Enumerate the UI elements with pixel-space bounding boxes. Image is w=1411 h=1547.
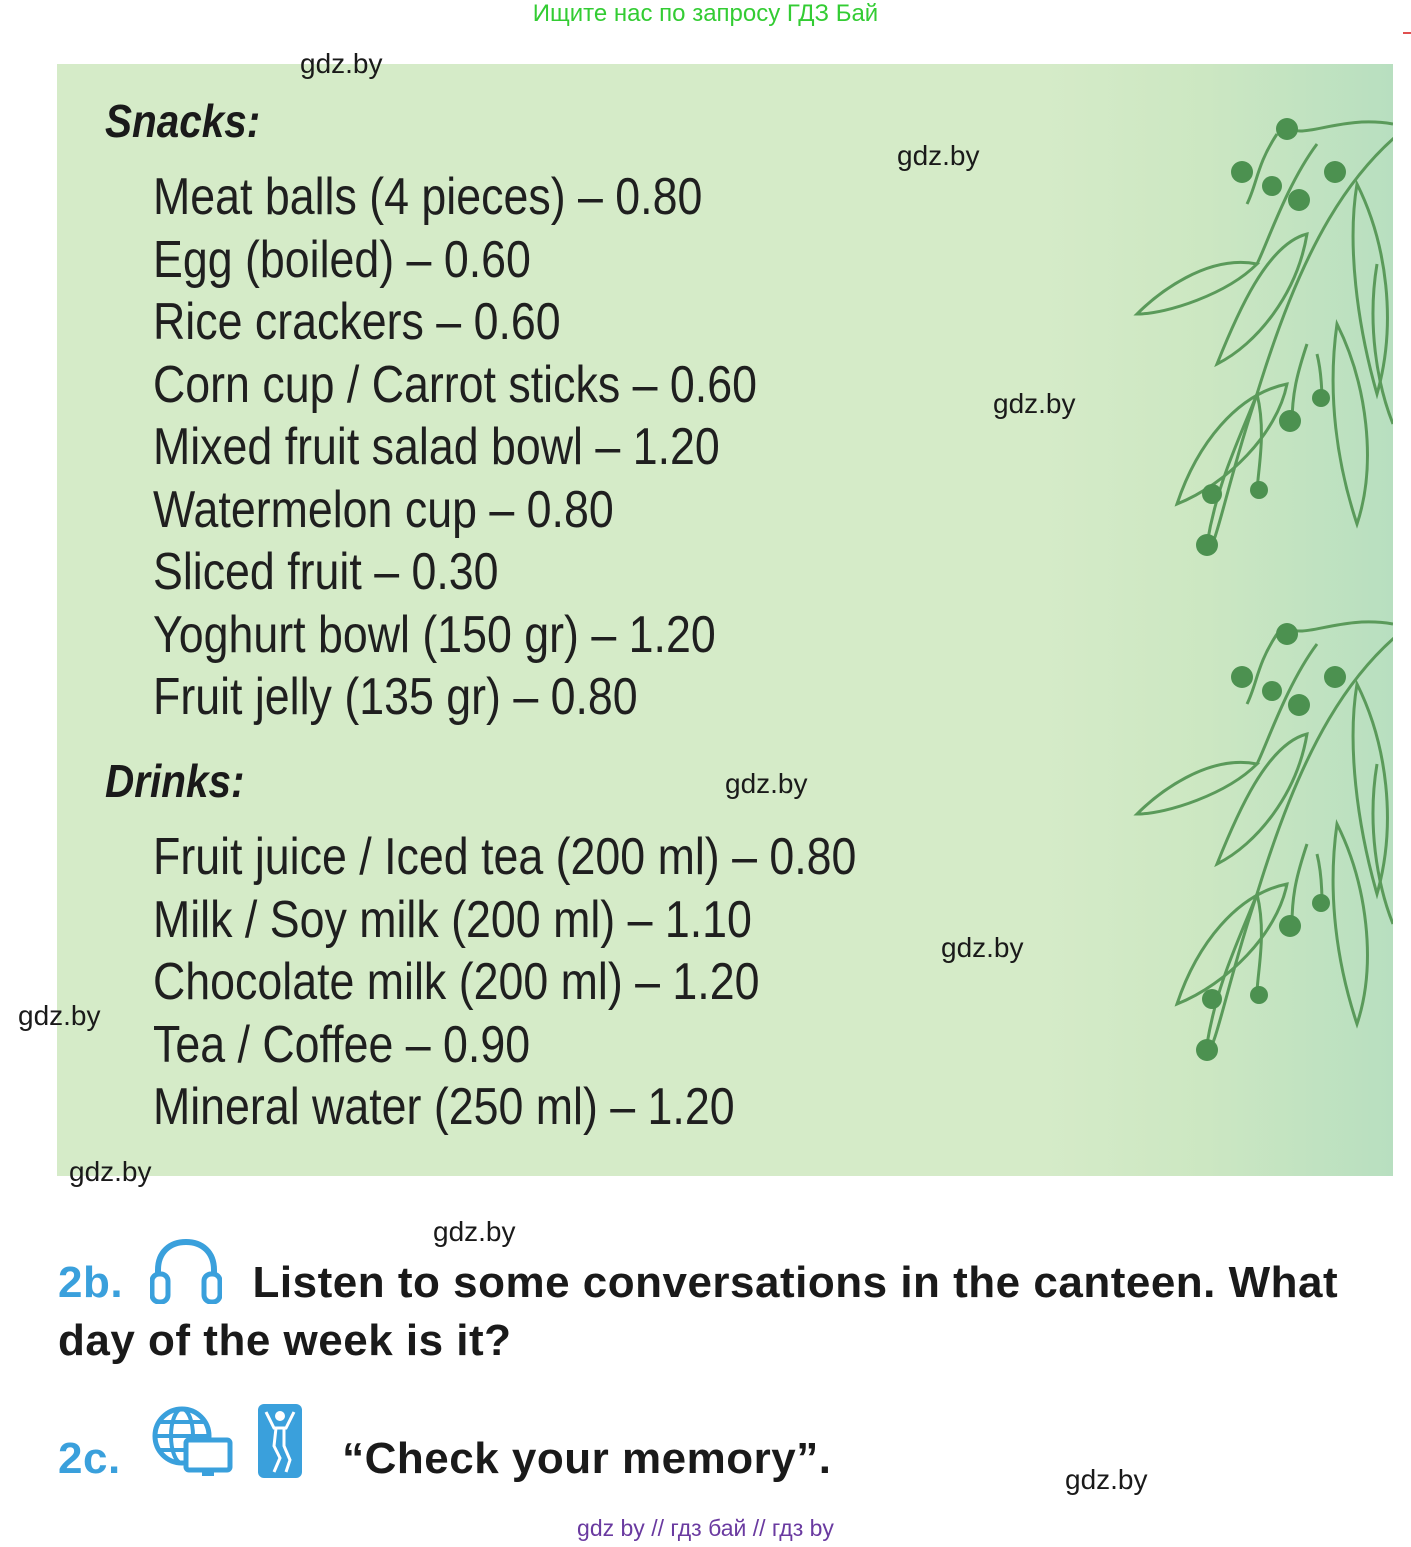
watermark: gdz.by [18, 1000, 101, 1031]
globe-screen-icon [152, 1406, 234, 1478]
task-2c-text: “Check your memory”. [342, 1434, 832, 1483]
snack-item: Rice crackers – 0.60 [153, 293, 561, 351]
snack-item: Egg (boiled) – 0.60 [153, 230, 531, 289]
watermark: gdz.by [993, 388, 1076, 419]
drink-item: Fruit juice / Iced tea (200 ml) – 0.80 [153, 828, 857, 886]
watermark: gdz.by [1065, 1464, 1148, 1495]
snacks-list [153, 166, 855, 729]
task-2b [58, 1258, 1338, 1308]
snack-item: Meat balls (4 pieces) – 0.80 [153, 168, 703, 226]
task-2c-number: 2c. [58, 1434, 121, 1483]
snack-item: Corn cup / Carrot sticks – 0.60 [153, 355, 757, 414]
watermark: gdz.by [300, 48, 383, 79]
drink-item: Chocolate milk (200 ml) – 1.20 [153, 953, 760, 1011]
snack-item: Sliced fruit – 0.30 [153, 543, 499, 601]
watermark: gdz.by [897, 140, 980, 171]
activity-figure-icon [256, 1402, 304, 1480]
watermark: gdz.by [941, 932, 1024, 963]
footer-links[interactable]: gdz by // гдз бай // гдз by [577, 1515, 834, 1541]
task-2b-number: 2b. [58, 1258, 124, 1307]
drink-item: Tea / Coffee – 0.90 [153, 1015, 531, 1074]
snack-item: Yoghurt bowl (150 gr) – 1.20 [153, 605, 716, 664]
drinks-heading: Drinks: [105, 755, 245, 807]
task-2b-text-line1: Listen to some conversations in the canteen. What [252, 1258, 1339, 1307]
task-2b-text-line2: day of the week is it? [58, 1316, 512, 1365]
headphones-icon [150, 1238, 222, 1304]
drink-item: Milk / Soy milk (200 ml) – 1.10 [153, 890, 752, 949]
snacks-heading: Snacks: [105, 95, 261, 147]
top-banner-link[interactable]: Ищите нас по запросу ГДЗ Бай [532, 0, 879, 27]
menu-panel [57, 64, 1393, 1176]
watermark: gdz.by [69, 1156, 152, 1187]
corner-mark [1403, 32, 1411, 34]
watermark: gdz.by [433, 1216, 516, 1247]
drink-item: Mineral water (250 ml) – 1.20 [153, 1078, 735, 1136]
leaf-decoration [1107, 64, 1393, 1176]
snack-item: Watermelon cup – 0.80 [153, 480, 614, 539]
drinks-list [153, 826, 971, 1139]
watermark: gdz.by [725, 768, 808, 799]
task-2b-line2 [58, 1316, 512, 1366]
snack-item: Mixed fruit salad bowl – 1.20 [153, 418, 720, 476]
snack-item: Fruit jelly (135 gr) – 0.80 [153, 668, 638, 726]
